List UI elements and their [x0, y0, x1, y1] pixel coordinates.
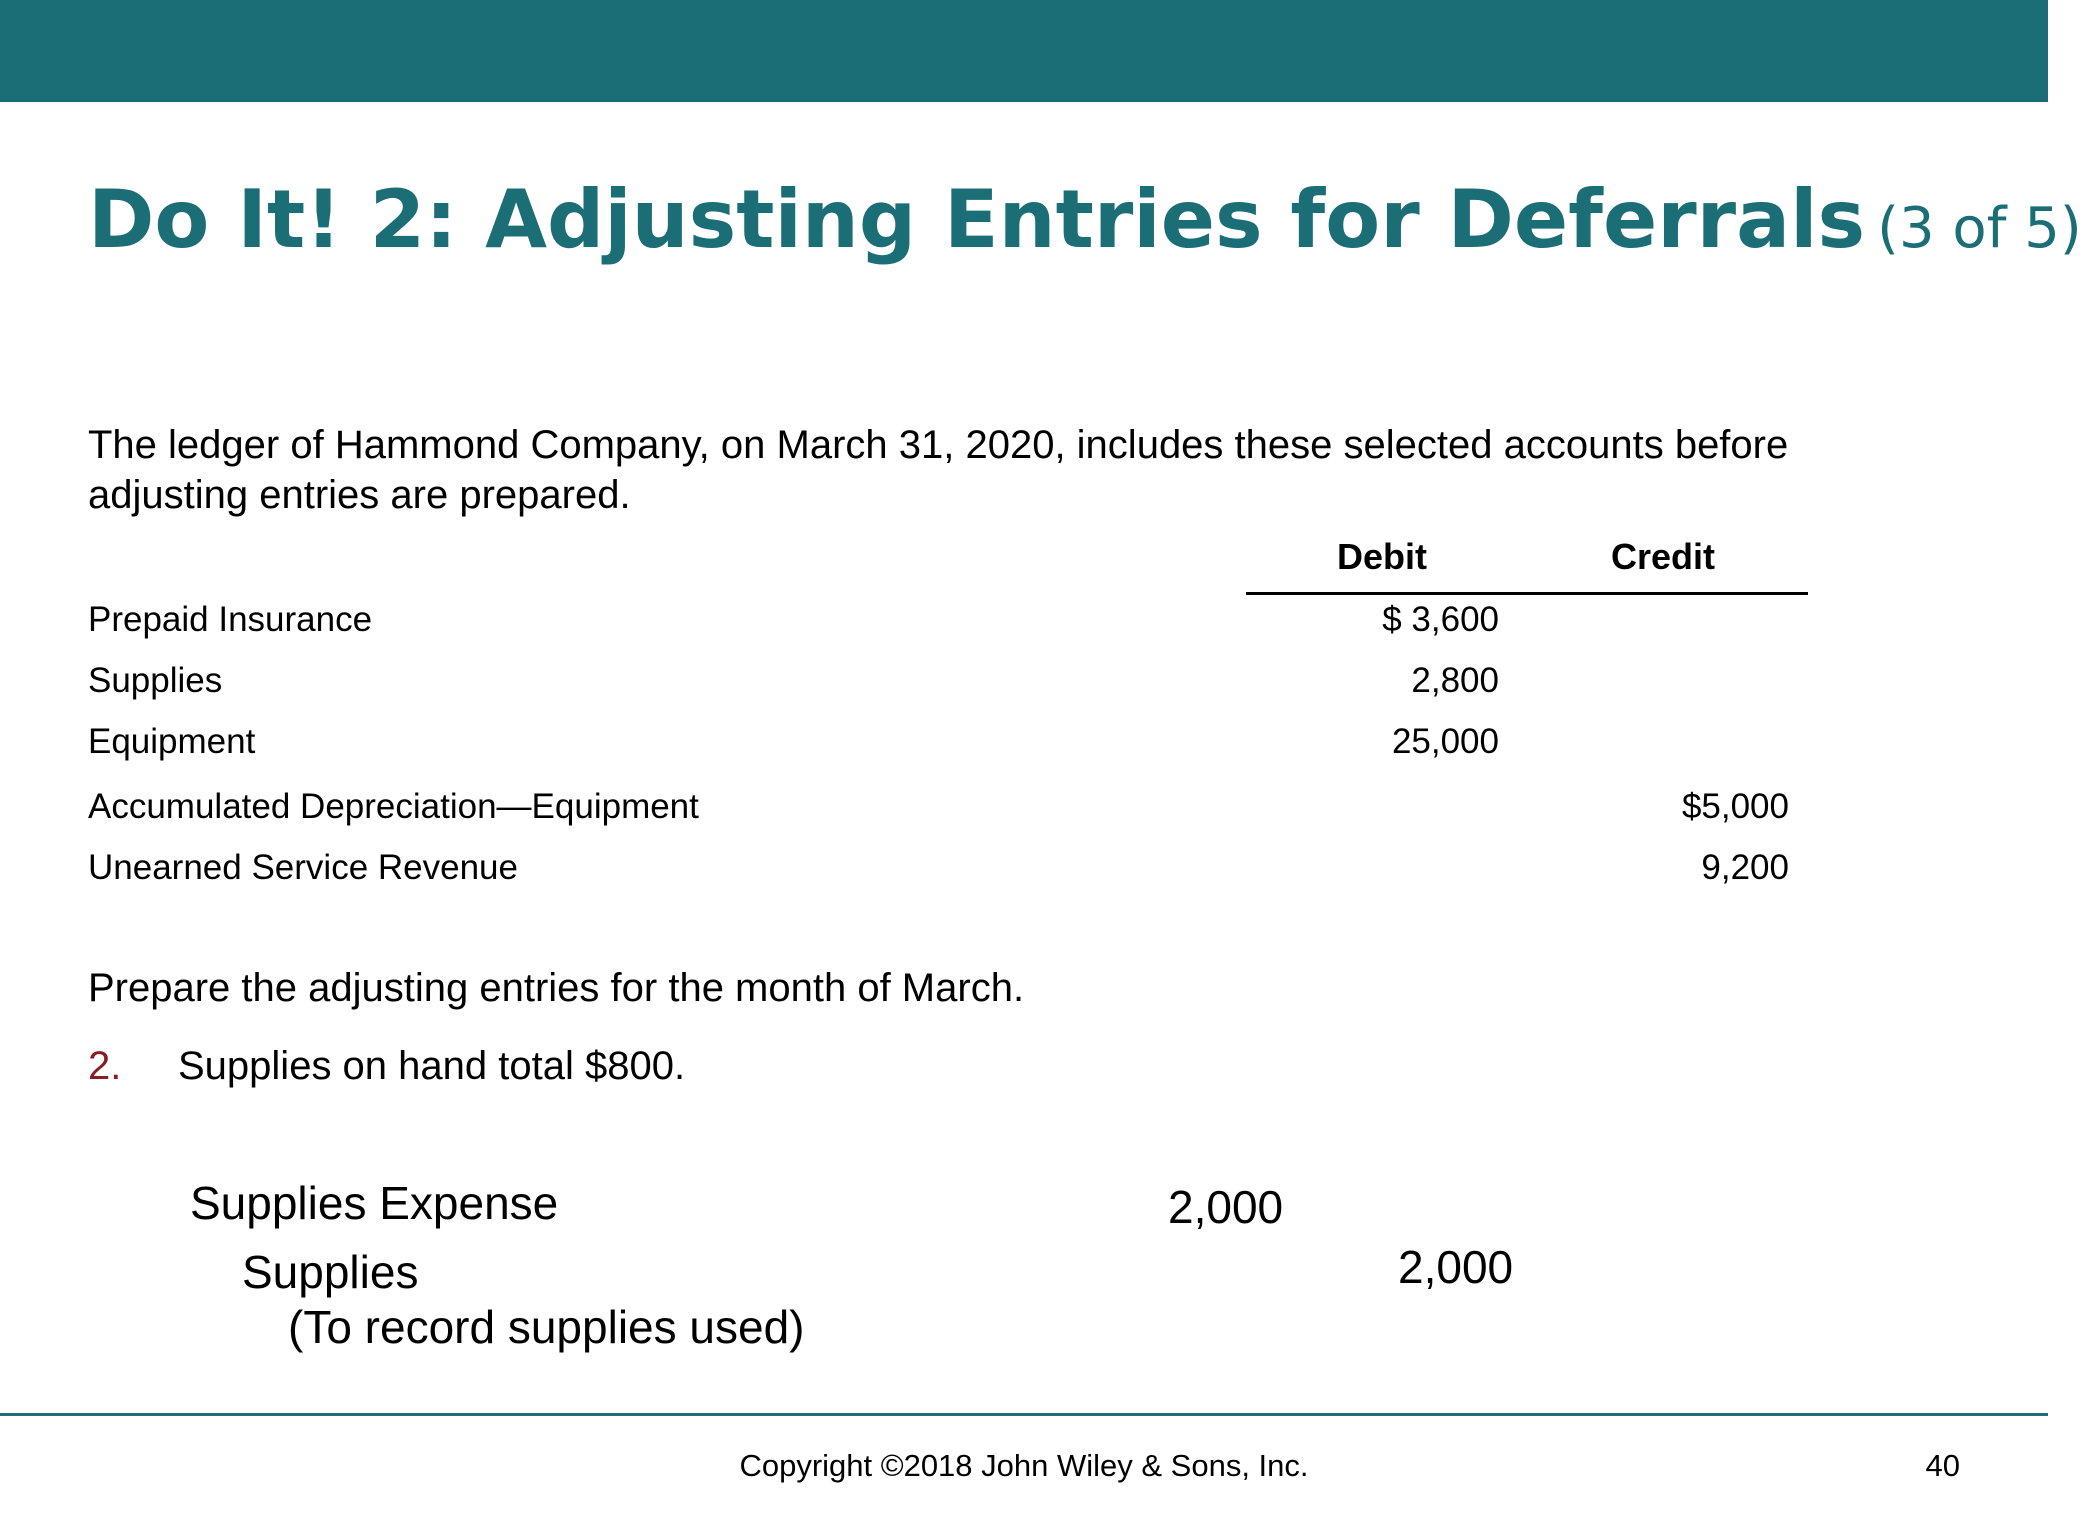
page-number: 40 — [1925, 1448, 1960, 1483]
copyright-notice: Copyright ©2018 John Wiley & Sons, Inc. — [739, 1448, 1309, 1483]
credit-amount: 9,200 — [1701, 848, 1789, 887]
credit-column-header: Credit — [1610, 536, 1715, 577]
journal-explanation: (To record supplies used) — [288, 1301, 805, 1353]
journal-credit-account: Supplies — [242, 1246, 419, 1298]
account-name: Accumulated Depreciation—Equipment — [88, 787, 699, 826]
credit-amount: $5,000 — [1681, 787, 1789, 826]
top-banner — [0, 0, 2048, 102]
intro-paragraph: The ledger of Hammond Company, on March 31, 2020, includes these selected accounts before adjusting entries are prepared. — [88, 423, 1789, 517]
debit-column-header: Debit — [1337, 536, 1427, 577]
debit-amount: $ 3,600 — [1382, 600, 1499, 639]
journal-debit-amount: 2,000 — [1168, 1181, 1284, 1233]
instruction-text: Prepare the adjusting entries for the month of March. — [88, 966, 1025, 1010]
item-text: Supplies on hand total $800. — [178, 1044, 686, 1088]
journal-debit-account: Supplies Expense — [190, 1177, 559, 1229]
account-name: Unearned Service Revenue — [88, 848, 518, 887]
slide-title-text: Do It! 2: Adjusting Entries for Deferrals — [88, 173, 1866, 266]
debit-amount: 2,800 — [1411, 661, 1499, 700]
slide-title-suffix: (3 of 5) — [1877, 196, 2082, 261]
account-name: Supplies — [88, 661, 223, 700]
footer-divider — [0, 1413, 2048, 1416]
slide-title — [88, 173, 2082, 266]
account-name: Equipment — [88, 722, 256, 761]
item-number: 2. — [88, 1044, 122, 1088]
account-name: Prepaid Insurance — [88, 600, 373, 639]
header-underline — [1246, 592, 1808, 595]
journal-credit-amount: 2,000 — [1398, 1241, 1514, 1293]
debit-amount: 25,000 — [1391, 722, 1499, 761]
